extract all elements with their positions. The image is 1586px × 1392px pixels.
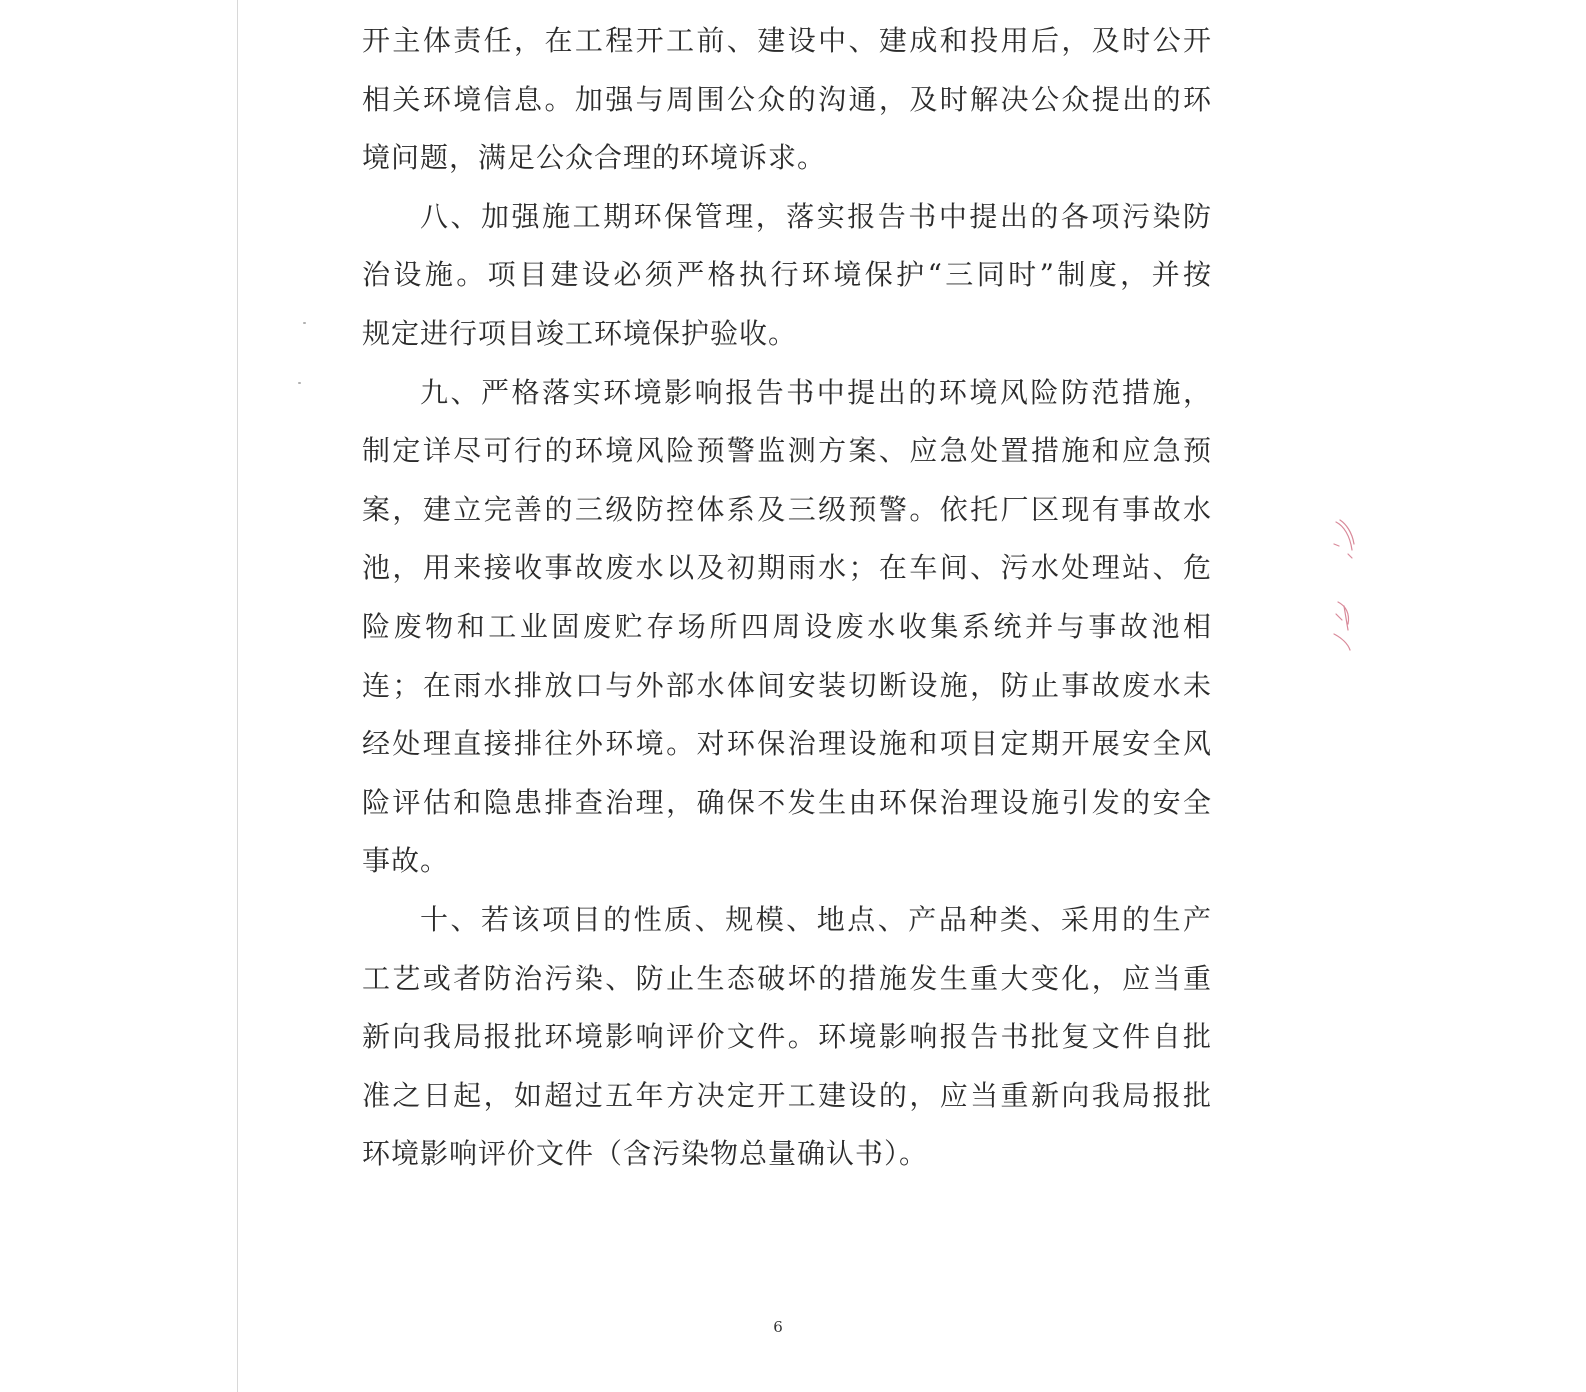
text-line: 环境影响评价文件（含污染物总量确认书）。 [362,1137,929,1171]
text-line: 案，建立完善的三级防控体系及三级预警。依托厂区现有事故水 [362,492,1212,526]
scan-speck [303,322,306,324]
text-line: 十、若该项目的性质、规模、地点、产品种类、采用的生产 [420,902,1212,936]
page-number: 6 [773,1318,783,1336]
text-line: 制定详尽可行的环境风险预警监测方案、应急处置措施和应急预 [362,434,1212,468]
text-line: 开主体责任，在工程开工前、建设中、建成和投用后，及时公开 [362,24,1212,57]
text-line: 险废物和工业固废贮存场所四周设废水收集系统并与事故池相 [362,609,1212,643]
scan-left-edge [237,0,238,1392]
text-line: 工艺或者防治污染、防止生态破坏的措施发生重大变化，应当重 [362,961,1212,995]
text-line: 经处理直接排往外环境。对环保治理设施和项目定期开展安全风 [362,727,1212,761]
document-body [362,12,1212,1184]
text-line: 事故。 [362,844,450,878]
text-line: 八、加强施工期环保管理，落实报告书中提出的各项污染防 [420,199,1212,233]
text-line: 险评估和隐患排查治理，确保不发生由环保治理设施引发的安全 [362,785,1212,819]
text-line: 规定进行项目竣工环境保护验收。 [362,316,798,350]
paragraph-10 [362,891,1212,1184]
paragraph-9 [362,364,1212,891]
text-line: 治设施。项目建设必须严格执行环境保护“三同时”制度，并按 [362,258,1212,292]
text-line: 新向我局报批环境影响评价文件。环境影响报告书批复文件自批 [362,1020,1212,1054]
text-line: 连；在雨水排放口与外部水体间安装切断设施，防止事故废水未 [362,668,1212,702]
text-line: 准之日起，如超过五年方决定开工建设的，应当重新向我局报批 [362,1078,1212,1112]
scan-speck [298,382,301,384]
text-line: 九、严格落实环境影响报告书中提出的环境风险防范措施， [420,375,1212,409]
text-line: 池，用来接收事故废水以及初期雨水；在车间、污水处理站、危 [362,551,1212,585]
text-line: 相关环境信息。加强与周围公众的沟通，及时解决公众提出的环 [362,82,1212,116]
paragraph-8 [362,188,1212,364]
seal-fragment-icon [1330,510,1360,660]
paragraph-1 [362,12,1212,188]
text-line: 境问题，满足公众合理的环境诉求。 [362,141,827,175]
